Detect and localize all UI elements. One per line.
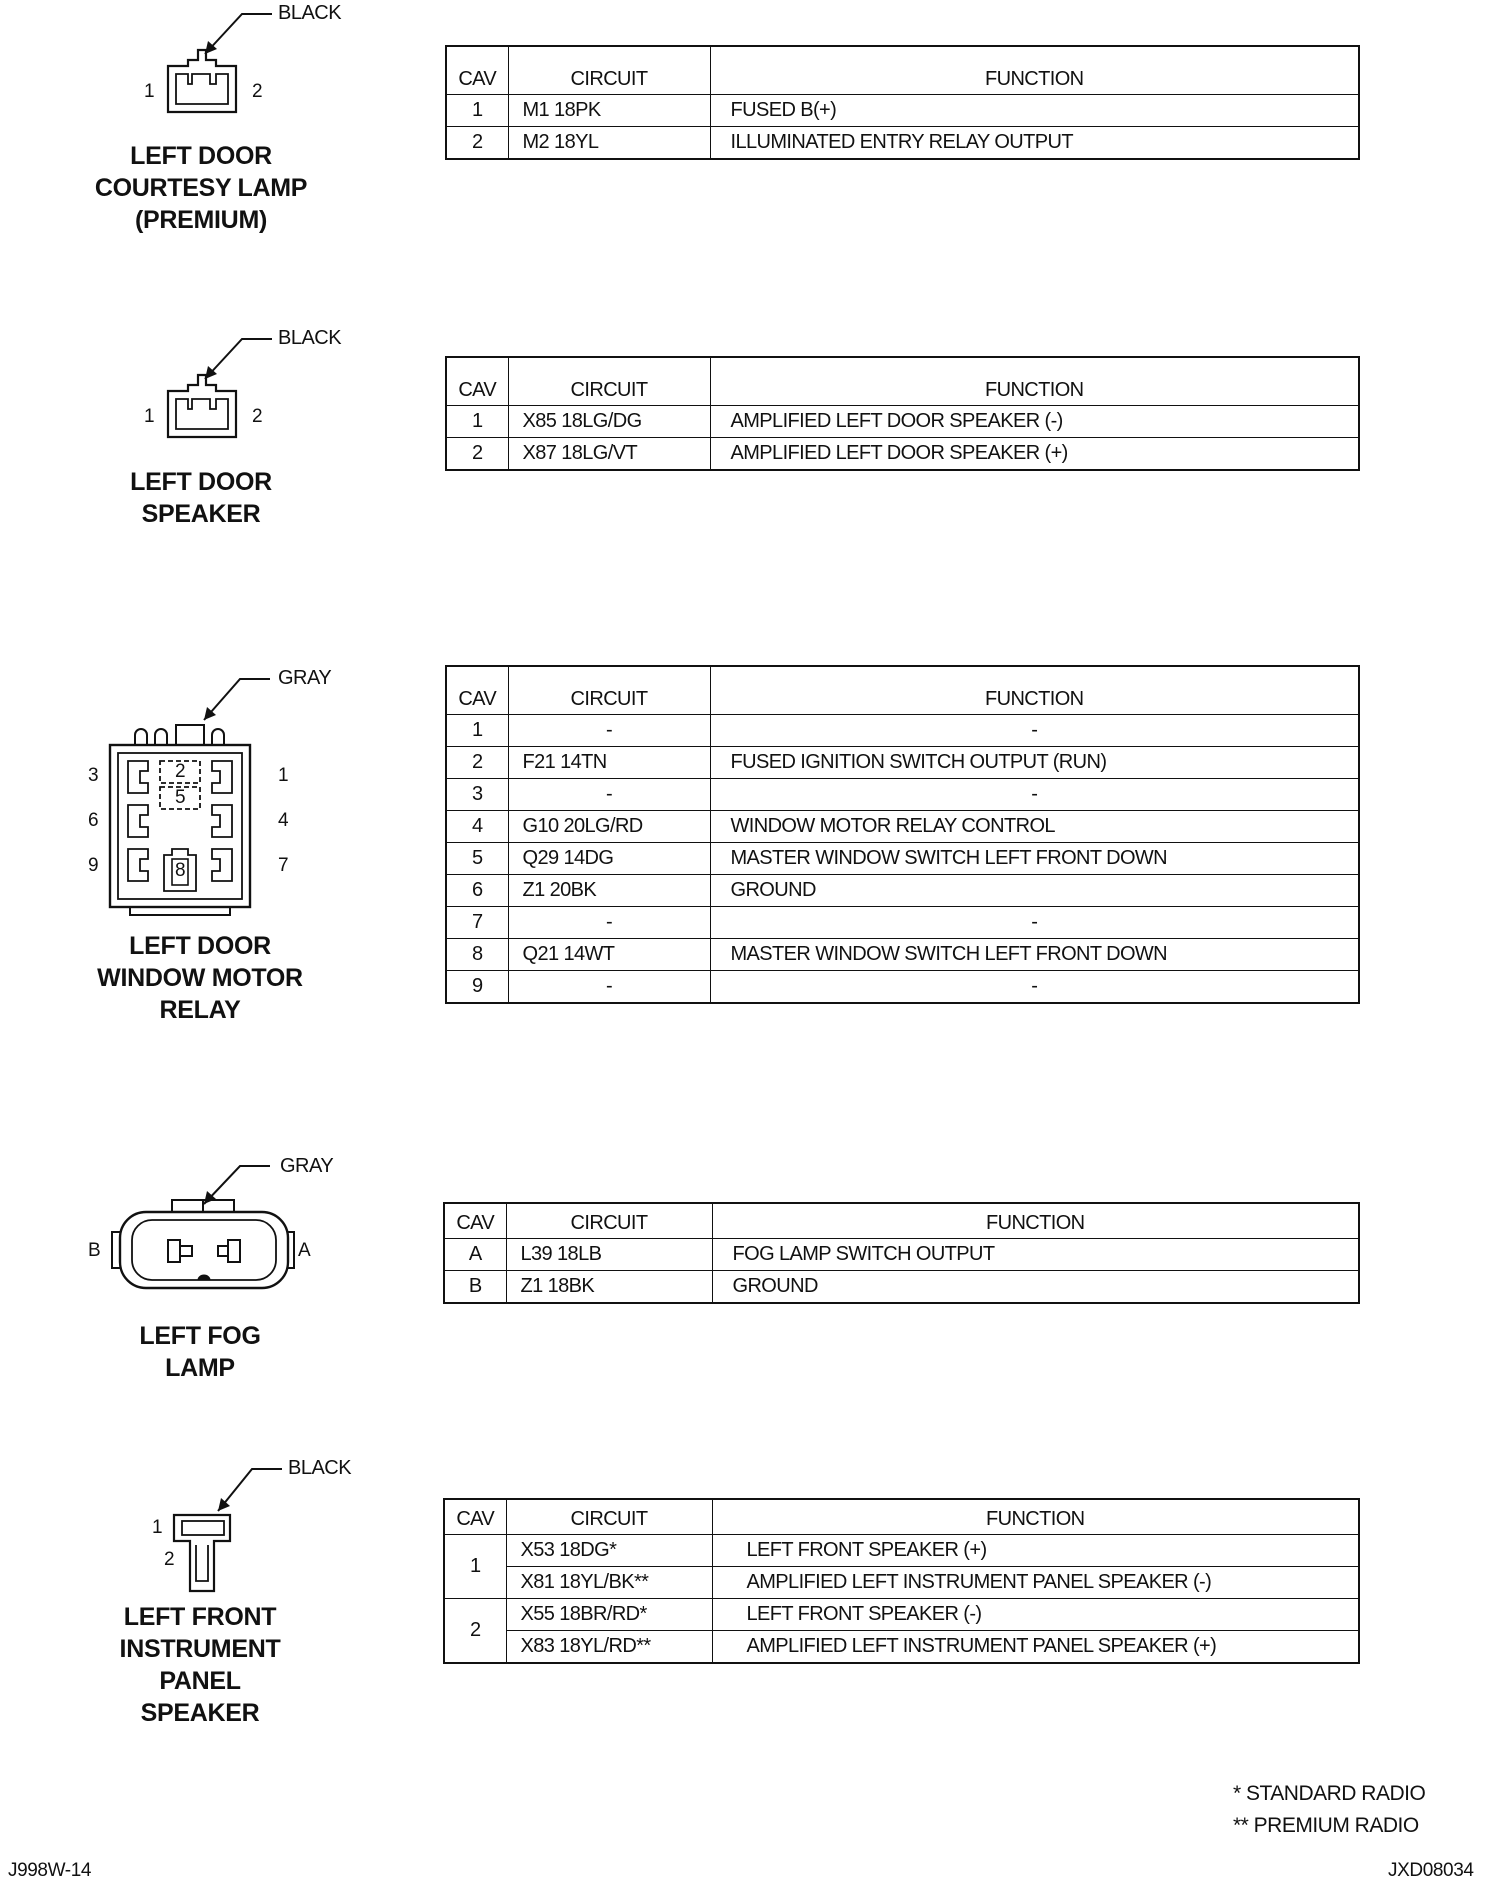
circuit-cell: X85 18LG/DG (508, 406, 710, 438)
table-header-row (444, 1499, 1359, 1535)
table-row (446, 811, 1359, 843)
cav-cell: 1 (446, 95, 508, 127)
circuit-cell: X83 18YL/RD** (506, 1631, 712, 1664)
header-circuit: CIRCUIT (508, 46, 710, 95)
cav-cell: 2 (446, 127, 508, 160)
circuit-cell: - (508, 971, 710, 1004)
window-relay-pin-3: 3 (88, 765, 99, 786)
table-row (444, 1567, 1359, 1599)
figure-id-left: J998W-14 (8, 1860, 92, 1881)
header-function: FUNCTION (710, 46, 1359, 95)
window-relay-pin-7: 7 (278, 855, 289, 876)
cav-cell: 3 (446, 779, 508, 811)
connector-fog-lamp (80, 1150, 390, 1390)
figure-id-right: JXD08034 (1388, 1860, 1474, 1881)
function-cell: - (710, 971, 1359, 1004)
door-speaker-pin-1: 1 (144, 406, 155, 427)
fog-lamp-color: GRAY (280, 1155, 334, 1177)
circuit-cell: Z1 20BK (508, 875, 710, 907)
cav-cell: 1 (446, 406, 508, 438)
window-relay-pin-1: 1 (278, 765, 289, 786)
table-row (446, 875, 1359, 907)
cav-cell: 9 (446, 971, 508, 1004)
table-row (446, 438, 1359, 471)
table-row (444, 1271, 1359, 1304)
cav-cell: 6 (446, 875, 508, 907)
ip-speaker-pin-2: 2 (164, 1549, 175, 1570)
table-row (446, 406, 1359, 438)
table-row (444, 1535, 1359, 1567)
fog-lamp-name: LEFT FOG LAMP (139, 1322, 261, 1382)
circuit-cell: Q21 14WT (508, 939, 710, 971)
header-circuit: CIRCUIT (508, 666, 710, 715)
table-row (446, 747, 1359, 779)
courtesy-lamp-color: BLACK (278, 2, 342, 24)
table-row (446, 939, 1359, 971)
window-relay-name: LEFT DOOR WINDOW MOTOR RELAY (97, 932, 303, 1024)
header-function: FUNCTION (710, 357, 1359, 406)
table-row (446, 715, 1359, 747)
window-relay-pin-9: 9 (88, 855, 99, 876)
function-cell: WINDOW MOTOR RELAY CONTROL (710, 811, 1359, 843)
circuit-cell: F21 14TN (508, 747, 710, 779)
table-header-row (446, 357, 1359, 406)
connector-door-speaker (130, 325, 390, 545)
function-cell: GROUND (710, 875, 1359, 907)
cav-cell: 8 (446, 939, 508, 971)
ip-speaker-table (443, 1498, 1360, 1664)
cav-cell: 7 (446, 907, 508, 939)
circuit-cell: X81 18YL/BK** (506, 1567, 712, 1599)
function-cell: FUSED IGNITION SWITCH OUTPUT (RUN) (710, 747, 1359, 779)
cav-cell: 4 (446, 811, 508, 843)
header-circuit: CIRCUIT (506, 1203, 712, 1239)
circuit-cell: M2 18YL (508, 127, 710, 160)
function-cell: LEFT FRONT SPEAKER (-) (712, 1599, 1359, 1631)
cav-cell: B (444, 1271, 506, 1304)
header-cav: CAV (444, 1203, 506, 1239)
circuit-cell: Q29 14DG (508, 843, 710, 875)
function-cell: - (710, 779, 1359, 811)
table-header-row (446, 666, 1359, 715)
connector-courtesy-lamp (94, 0, 390, 240)
function-cell: LEFT FRONT SPEAKER (+) (712, 1535, 1359, 1567)
footnote-premium-radio: ** PREMIUM RADIO (1233, 1814, 1419, 1837)
window-relay-color: GRAY (278, 667, 332, 689)
footnote-standard-radio: * STANDARD RADIO (1233, 1782, 1426, 1805)
cav-cell: 5 (446, 843, 508, 875)
function-cell: GROUND (712, 1271, 1359, 1304)
courtesy-lamp-pin-2: 2 (252, 81, 263, 102)
function-cell: AMPLIFIED LEFT INSTRUMENT PANEL SPEAKER (-) (712, 1567, 1359, 1599)
function-cell: - (710, 907, 1359, 939)
ip-speaker-pin-1: 1 (152, 1517, 163, 1538)
window-relay-connector-drawing (80, 665, 390, 925)
fog-lamp-table (443, 1202, 1360, 1304)
door-speaker-pin-2: 2 (252, 406, 263, 427)
circuit-cell: - (508, 715, 710, 747)
cav-cell: 1 (444, 1535, 506, 1599)
function-cell: AMPLIFIED LEFT DOOR SPEAKER (-) (710, 406, 1359, 438)
door-speaker-color: BLACK (278, 327, 342, 349)
function-cell: FOG LAMP SWITCH OUTPUT (712, 1239, 1359, 1271)
window-relay-pin-8: 8 (175, 860, 186, 881)
circuit-cell: L39 18LB (506, 1239, 712, 1271)
header-function: FUNCTION (712, 1203, 1359, 1239)
function-cell: AMPLIFIED LEFT DOOR SPEAKER (+) (710, 438, 1359, 471)
window-relay-pin-4: 4 (278, 810, 289, 831)
function-cell: MASTER WINDOW SWITCH LEFT FRONT DOWN (710, 843, 1359, 875)
circuit-cell: - (508, 907, 710, 939)
window-relay-pin-5: 5 (175, 787, 186, 808)
function-cell: AMPLIFIED LEFT INSTRUMENT PANEL SPEAKER (+) (712, 1631, 1359, 1664)
table-row (446, 779, 1359, 811)
table-row (444, 1239, 1359, 1271)
door-speaker-name: LEFT DOOR SPEAKER (130, 468, 272, 528)
function-cell: MASTER WINDOW SWITCH LEFT FRONT DOWN (710, 939, 1359, 971)
fog-lamp-pin-a: A (298, 1240, 311, 1261)
circuit-cell: X55 18BR/RD* (506, 1599, 712, 1631)
table-row (446, 127, 1359, 160)
function-cell: FUSED B(+) (710, 95, 1359, 127)
circuit-cell: - (508, 779, 710, 811)
door-speaker-table (445, 356, 1360, 471)
circuit-cell: X87 18LG/VT (508, 438, 710, 471)
table-row (446, 907, 1359, 939)
function-cell: - (710, 715, 1359, 747)
window-relay-pin-6: 6 (88, 810, 99, 831)
cav-cell: A (444, 1239, 506, 1271)
window-relay-pin-2: 2 (175, 761, 186, 782)
cav-cell: 1 (446, 715, 508, 747)
ip-speaker-name: LEFT FRONT INSTRUMENT PANEL SPEAKER (119, 1603, 281, 1727)
header-cav: CAV (444, 1499, 506, 1535)
header-circuit: CIRCUIT (506, 1499, 712, 1535)
window-relay-table (445, 665, 1360, 1004)
header-cav: CAV (446, 357, 508, 406)
cav-cell: 2 (446, 438, 508, 471)
connector-window-motor-relay (80, 665, 390, 1035)
fog-lamp-pin-b: B (88, 1240, 101, 1261)
circuit-cell: G10 20LG/RD (508, 811, 710, 843)
table-row (446, 843, 1359, 875)
header-cav: CAV (446, 666, 508, 715)
table-row (444, 1599, 1359, 1631)
header-circuit: CIRCUIT (508, 357, 710, 406)
cav-cell: 2 (444, 1599, 506, 1664)
table-row (446, 971, 1359, 1004)
table-header-row (446, 46, 1359, 95)
cav-cell: 2 (446, 747, 508, 779)
function-cell: ILLUMINATED ENTRY RELAY OUTPUT (710, 127, 1359, 160)
header-cav: CAV (446, 46, 508, 95)
circuit-cell: X53 18DG* (506, 1535, 712, 1567)
table-row (446, 95, 1359, 127)
header-function: FUNCTION (712, 1499, 1359, 1535)
table-header-row (444, 1203, 1359, 1239)
circuit-cell: M1 18PK (508, 95, 710, 127)
courtesy-lamp-table (445, 45, 1360, 160)
fog-lamp-connector-drawing (80, 1150, 390, 1310)
courtesy-lamp-pin-1: 1 (144, 81, 155, 102)
header-function: FUNCTION (710, 666, 1359, 715)
table-row (444, 1631, 1359, 1664)
courtesy-lamp-name: LEFT DOOR COURTESY LAMP (PREMIUM) (94, 142, 308, 234)
connector-ip-speaker (119, 1455, 390, 1755)
circuit-cell: Z1 18BK (506, 1271, 712, 1304)
ip-speaker-color: BLACK (288, 1457, 352, 1479)
